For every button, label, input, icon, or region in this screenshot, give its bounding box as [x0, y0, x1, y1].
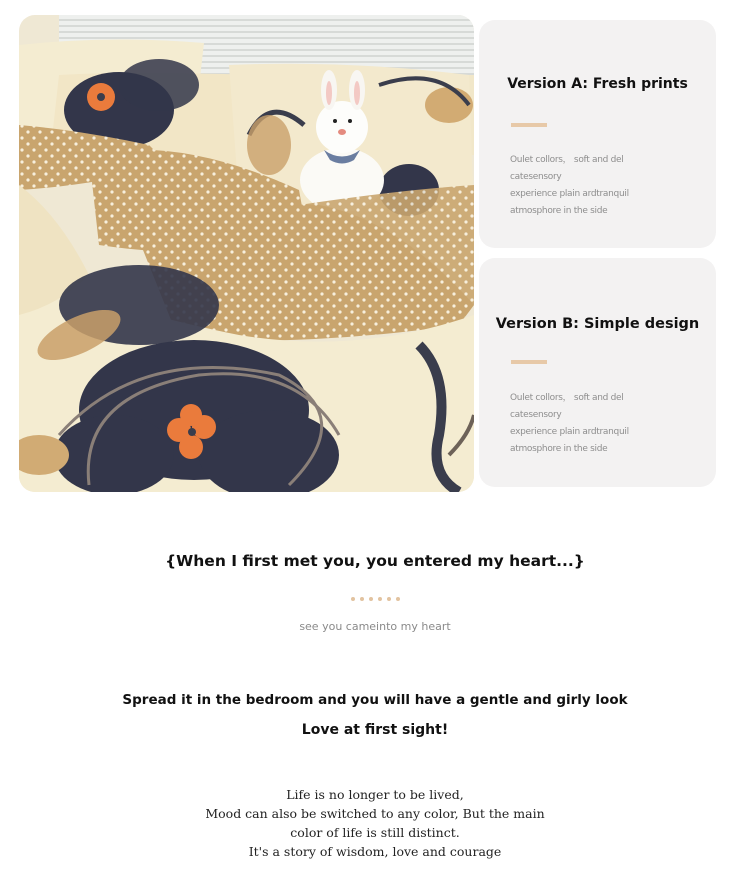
version-a-description: [510, 152, 700, 220]
version-b-divider: [511, 360, 547, 364]
poem-line: It's a story of wisdom, love and courage: [248, 844, 502, 859]
desc-line: experience plain ardtranquil: [510, 189, 629, 199]
desc-line: catesensory: [510, 410, 562, 420]
version-b-title: Version B: Simple design: [495, 316, 700, 332]
poem-line: color of life is still distinct.: [290, 825, 460, 840]
version-a-divider: [511, 123, 547, 127]
dot: [351, 597, 355, 601]
dot: [387, 597, 391, 601]
poem-line: Life is no longer to be lived,: [286, 787, 464, 802]
poem-line: Mood can also be switched to any color, But the main: [205, 806, 545, 821]
desc-line: atmosphore in the side: [510, 206, 608, 216]
desc-line: atmosphore in the side: [510, 444, 608, 454]
version-b-description: [510, 390, 700, 458]
desc-line: catesensory: [510, 172, 562, 182]
dot: [378, 597, 382, 601]
dot: [369, 597, 373, 601]
tagline: Spread it in the bedroom and you will have a gentle and girly look: [122, 692, 628, 708]
decorative-dots: [0, 594, 750, 604]
product-photo: [19, 15, 474, 492]
version-b-card: [479, 258, 716, 487]
love-at-first-sight: Love at first sight!: [301, 722, 449, 738]
desc-line: Oulet collors， soft and del: [510, 155, 624, 165]
poem: [0, 785, 750, 861]
dot: [360, 597, 364, 601]
version-a-title: Version A: Fresh prints: [507, 76, 688, 92]
version-a-card: [479, 20, 716, 248]
bedding-illustration: [19, 15, 474, 492]
desc-line: Oulet collors， soft and del: [510, 393, 624, 403]
headline-quote: {When I first met you, you entered my heart...}: [165, 552, 585, 570]
dot: [396, 597, 400, 601]
subtitle: see you cameinto my heart: [299, 620, 451, 633]
desc-line: experience plain ardtranquil: [510, 427, 629, 437]
